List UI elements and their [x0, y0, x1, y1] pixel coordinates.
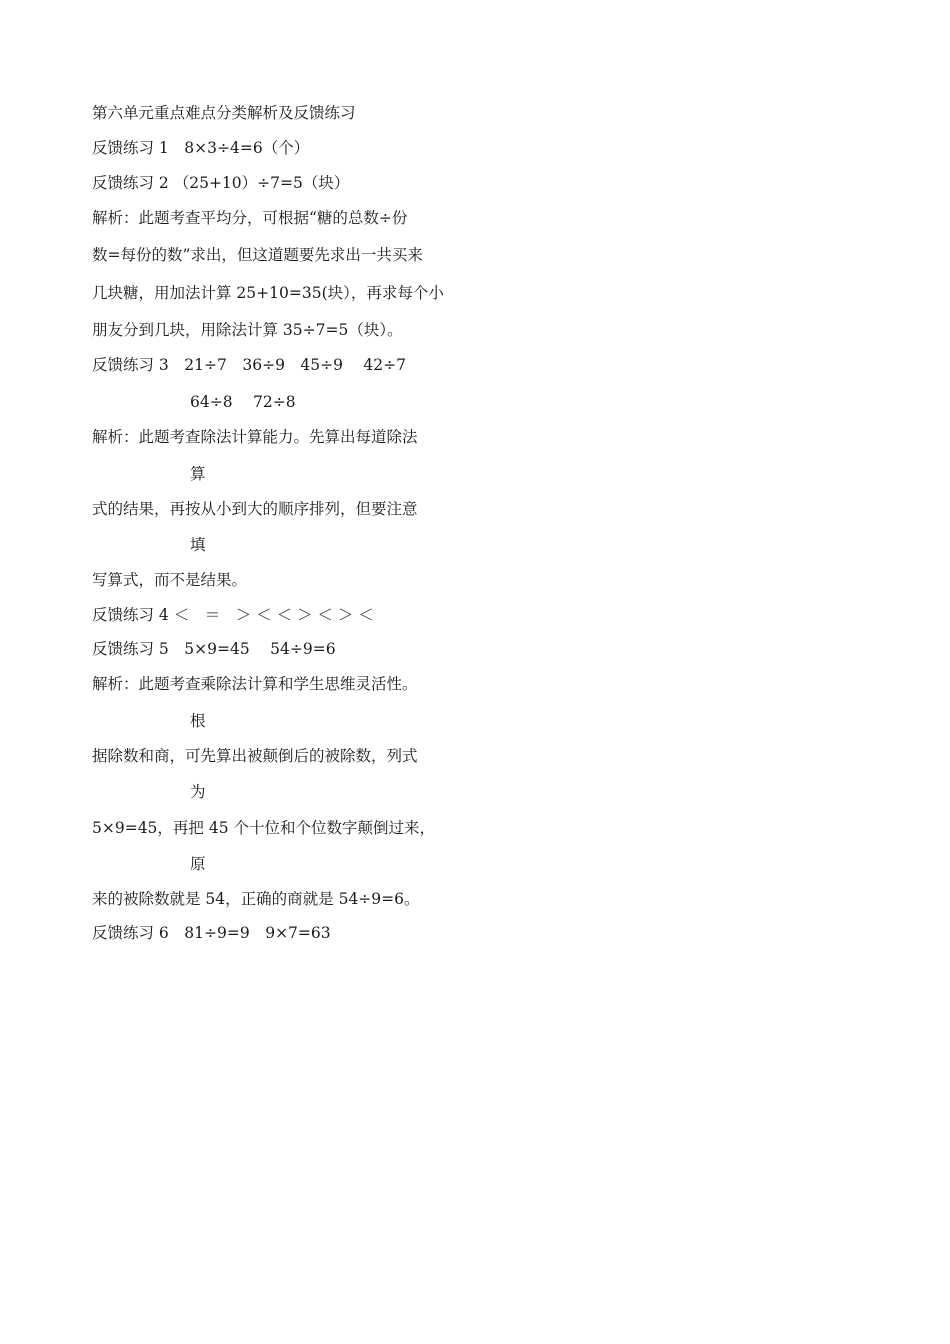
analysis-fragment: 算	[190, 465, 206, 483]
analysis-line: 据除数和商，可先算出被颠倒后的被除数，列式	[92, 747, 418, 765]
analysis-line: 解析：此题考查平均分，可根据“糖的总数÷份	[92, 209, 408, 227]
answer-line-4: 反馈练习 4 ＜ ＝ ＞ ＜ ＜ ＞ ＜ ＞ ＜	[92, 606, 374, 624]
analysis-fragment: 为	[190, 783, 206, 801]
answer-line-1: 反馈练习 1 8×3÷4=6（个）	[92, 139, 310, 157]
analysis-line: 式的结果，再按从小到大的顺序排列，但要注意	[92, 500, 418, 518]
answer-line-3-continued: 64÷8 72÷8	[190, 393, 296, 411]
analysis-fragment: 填	[190, 536, 206, 554]
analysis-fragment: 原	[190, 855, 206, 873]
answer-line-6: 反馈练习 6 81÷9=9 9×7=63	[92, 924, 331, 942]
analysis-line: 来的被除数就是 54，正确的商就是 54÷9=6。	[92, 890, 420, 908]
document-title: 第六单元重点难点分类解析及反馈练习	[92, 104, 356, 122]
analysis-line: 解析：此题考查除法计算能力。先算出每道除法	[92, 428, 418, 446]
analysis-line: 朋友分到几块，用除法计算 35÷7=5（块）。	[92, 321, 403, 339]
analysis-fragment: 根	[190, 712, 206, 730]
answer-line-2: 反馈练习 2 （25+10）÷7=5（块）	[92, 174, 350, 192]
analysis-line: 写算式，而不是结果。	[92, 571, 248, 589]
analysis-line: 解析：此题考查乘除法计算和学生思维灵活性。	[92, 675, 418, 693]
answer-line-3: 反馈练习 3 21÷7 36÷9 45÷9 42÷7	[92, 356, 407, 374]
analysis-line: 数=每份的数”求出，但这道题要先求出一共买来	[92, 246, 423, 264]
analysis-line: 几块糖，用加法计算 25+10=35(块），再求每个小	[92, 284, 444, 302]
analysis-line: 5×9=45，再把 45 个十位和个位数字颠倒过来，	[92, 819, 435, 837]
answer-line-5: 反馈练习 5 5×9=45 54÷9=6	[92, 640, 336, 658]
